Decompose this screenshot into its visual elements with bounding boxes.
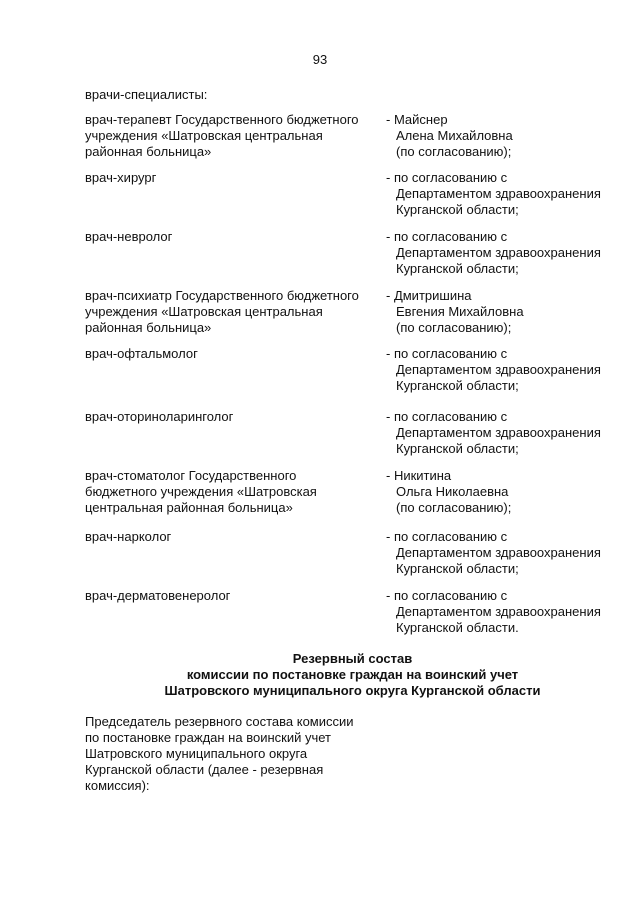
chair-description [85, 714, 385, 794]
assignee-line: - Дмитришина [386, 288, 472, 303]
specialist-row [85, 588, 620, 636]
role-line: врач-терапевт Государственного бюджетного [85, 112, 359, 127]
assignee-line: Департаментом здравоохранения [396, 186, 601, 201]
assignee-line: Департаментом здравоохранения [396, 545, 601, 560]
assignee-line: Алена Михайловна [396, 128, 513, 143]
assignee-line: - Никитина [386, 468, 452, 483]
specialist-role [85, 288, 385, 336]
assignee-line: (по согласованию); [396, 500, 512, 515]
role-line: врач-офтальмолог [85, 346, 198, 361]
assignee-line: (по согласованию); [396, 320, 512, 335]
assignee-line: - по согласованию с [386, 588, 508, 603]
specialist-row [85, 288, 620, 336]
specialist-assignee [386, 346, 620, 394]
assignee-line: Евгения Михайловна [396, 304, 524, 319]
role-line: врач-оториноларинголог [85, 409, 234, 424]
role-line: районная больница» [85, 320, 212, 335]
specialist-assignee [386, 588, 620, 636]
role-line: врач-психиатр Государственного бюджетного [85, 288, 359, 303]
chair-line: Курганской области (далее - резервная [85, 762, 324, 777]
assignee-line: Курганской области. [396, 620, 519, 635]
role-line: врач-хирург [85, 170, 157, 185]
assignee-line: - по согласованию с [386, 229, 508, 244]
specialist-assignee [386, 112, 620, 160]
page-number: 93 [312, 52, 328, 67]
specialist-role [85, 409, 385, 425]
specialist-row [85, 409, 620, 457]
role-line: врач-нарколог [85, 529, 172, 544]
section-label: врачи-специалисты: [85, 87, 208, 102]
role-line: врач-стоматолог Государственного [85, 468, 297, 483]
assignee-line: Курганской области; [396, 261, 519, 276]
chair-line: Шатровского муниципального округа [85, 746, 308, 761]
specialist-row [85, 346, 620, 394]
heading-line: комиссии по постановке граждан на воинский учет [186, 667, 519, 682]
specialist-assignee [386, 170, 620, 218]
assignee-line: Курганской области; [396, 441, 519, 456]
specialist-row [85, 170, 620, 218]
assignee-line: Департаментом здравоохранения [396, 604, 601, 619]
specialist-role [85, 170, 385, 186]
chair-line: комиссия): [85, 778, 150, 793]
specialist-role [85, 112, 385, 160]
specialist-role [85, 346, 385, 362]
chair-line: Председатель резервного состава комиссии [85, 714, 354, 729]
specialist-role [85, 468, 385, 516]
specialist-role [85, 529, 385, 545]
specialist-row [85, 229, 620, 277]
role-line: врач-невролог [85, 229, 173, 244]
specialist-role [85, 588, 385, 604]
specialist-row [85, 112, 620, 160]
heading-line: Резервный состав [292, 651, 413, 666]
assignee-line: (по согласованию); [396, 144, 512, 159]
specialist-assignee [386, 229, 620, 277]
assignee-line: Курганской области; [396, 378, 519, 393]
role-line: бюджетного учреждения «Шатровская [85, 484, 317, 499]
role-line: центральная районная больница» [85, 500, 293, 515]
assignee-line: - по согласованию с [386, 170, 508, 185]
specialist-row [85, 529, 620, 577]
specialist-role [85, 229, 385, 245]
specialist-row [85, 468, 620, 516]
specialist-assignee [386, 468, 620, 516]
assignee-line: - по согласованию с [386, 346, 508, 361]
assignee-line: Департаментом здравоохранения [396, 425, 601, 440]
reserve-heading [85, 651, 620, 699]
specialist-assignee [386, 288, 620, 336]
assignee-line: Департаментом здравоохранения [396, 245, 601, 260]
assignee-line: - по согласованию с [386, 409, 508, 424]
specialist-assignee [386, 409, 620, 457]
assignee-line: Ольга Николаевна [396, 484, 509, 499]
chair-line: по постановке граждан на воинский учет [85, 730, 331, 745]
role-line: учреждения «Шатровская центральная [85, 128, 323, 143]
assignee-line: Департаментом здравоохранения [396, 362, 601, 377]
heading-line: Шатровского муниципального округа Курганской области [164, 683, 541, 698]
role-line: врач-дерматовенеролог [85, 588, 231, 603]
specialist-assignee [386, 529, 620, 577]
assignee-line: Курганской области; [396, 561, 519, 576]
role-line: учреждения «Шатровская центральная [85, 304, 323, 319]
assignee-line: - по согласованию с [386, 529, 508, 544]
role-line: районная больница» [85, 144, 212, 159]
assignee-line: - Майснер [386, 112, 448, 127]
assignee-line: Курганской области; [396, 202, 519, 217]
